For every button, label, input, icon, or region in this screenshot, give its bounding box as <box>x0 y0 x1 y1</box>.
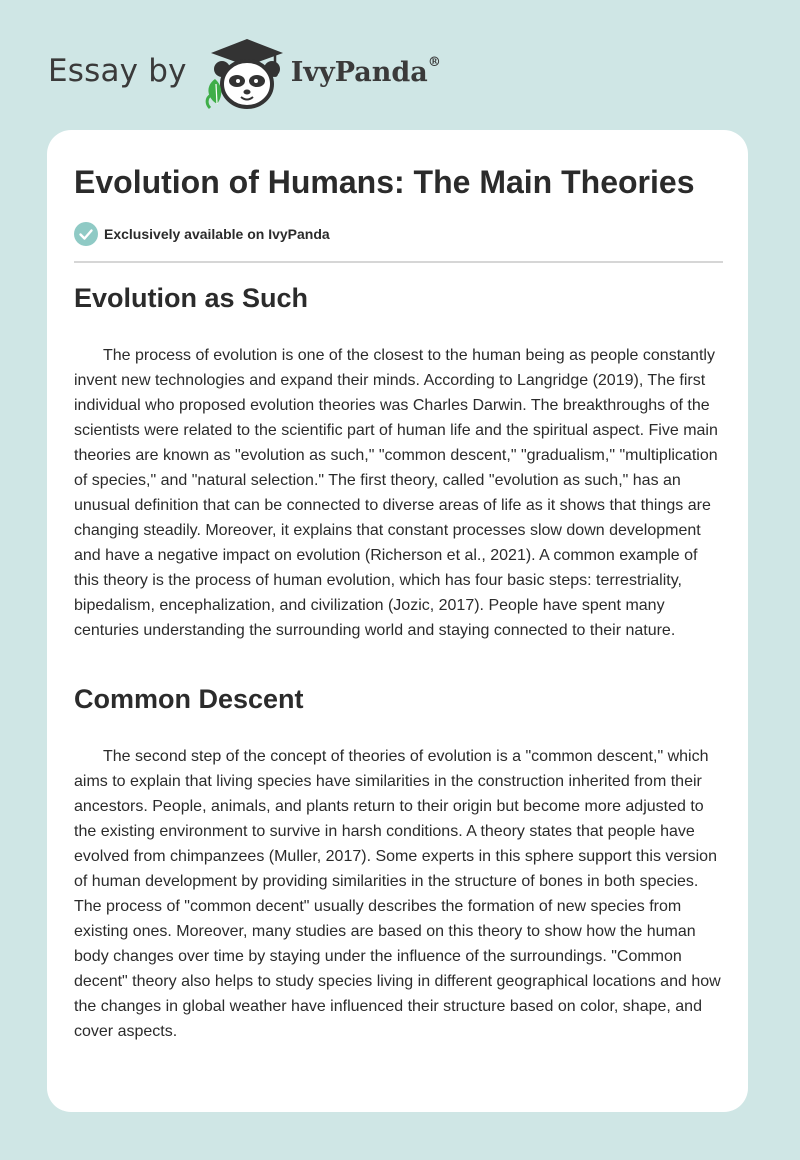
essay-title: Evolution of Humans: The Main Theories <box>74 164 695 200</box>
section-heading-evolution-as-such: Evolution as Such <box>74 283 309 313</box>
section-body-evolution-as-such: The process of evolution is one of the closest to the human being as people constantly invent new technologies and expand their minds. According to Langridge (2019), The first individual who proposed evolution theories was Charles Darwin. The breakthroughs of the scientists were related to the scientific part of human life and the spiritual aspect. Five main theories are known as "evolution as such," "common descent," "gradualism," "multiplication of species," and "natural selection." The first theory, called "evolution as such," has an unusual definition that can be connected to diverse areas of life as it shows that things are changing steadily. Moreover, it explains that constant processes slow down development and have a negative impact on evolution (Richerson et al., 2021). A common example of this theory is the process of human evolution, which has four basic steps: terrestriality, bipedalism, encephalization, and civilization (Jozic, 2017). People have spent many centuries understanding the surrounding world and staying connected to their nature. <box>74 347 718 639</box>
leaf-icon <box>207 79 221 108</box>
section-heading-common-descent: Common Descent <box>74 684 304 714</box>
exclusive-label: Exclusively available on IvyPanda <box>104 226 330 242</box>
section-body-common-descent: The second step of the concept of theories of evolution is a "common descent," which aims to explain that living species have similarities in the construction inherited from their ancestors. People, animals, and plants return to their origin but become more adjusted to the existing environment to survive in harsh conditions. A theory states that people have evolved from chimpanzees (Muller, 2017). Some experts in this sphere support this version of human development by providing similarities in the structure of bones in both species. The process of "common decent" usually describes the formation of new species from existing ones. Moreover, many studies are based on this theory to show how the human body changes over time by staying under the influence of the surroundings. "Common decent" theory also helps to study species living in different geographical locations and how the changes in global weather have influenced their structure based on color, shape, and cover aspects. <box>74 748 721 1040</box>
check-circle-icon <box>74 222 98 246</box>
essay-card <box>47 130 748 1112</box>
panda-graduation-cap-icon[interactable] <box>197 34 289 114</box>
title-divider <box>74 261 723 263</box>
essay-by-label: Essay by <box>48 53 187 89</box>
exclusive-badge <box>74 222 330 246</box>
brand-name[interactable]: IvyPanda® <box>290 54 441 88</box>
brand-header <box>48 34 441 114</box>
